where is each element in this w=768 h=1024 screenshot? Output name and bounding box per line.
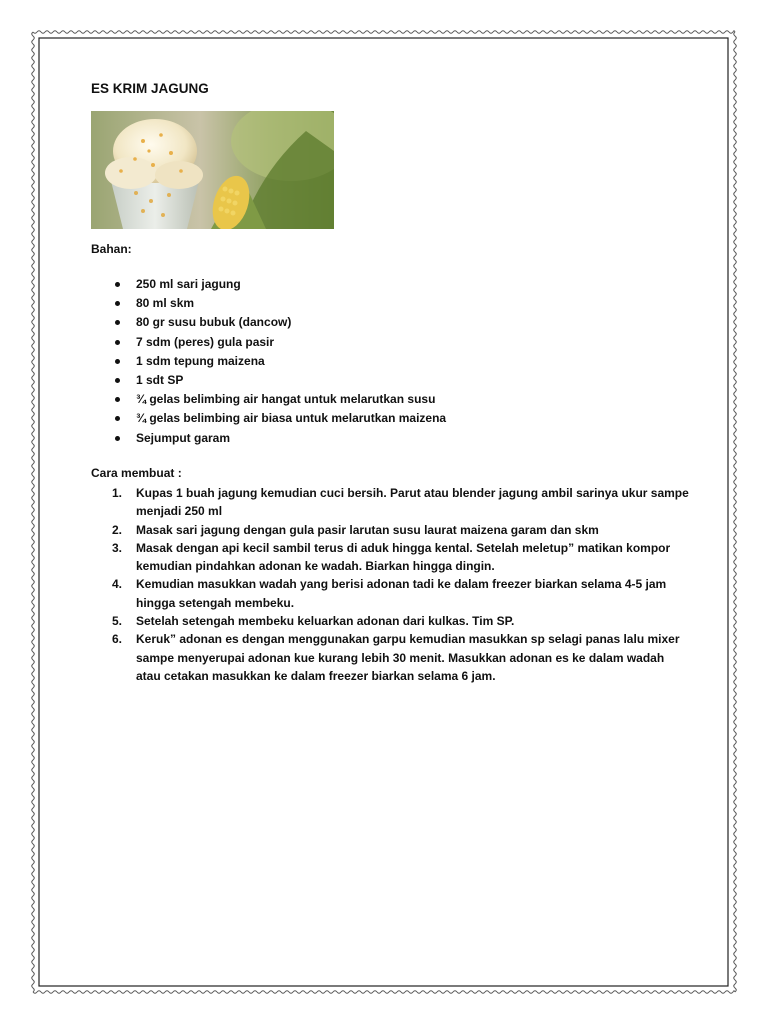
ingredient-item xyxy=(91,371,446,390)
ingredient-text: ¾ gelas belimbing air hangat untuk melarutkan susu xyxy=(136,392,436,407)
bullet-icon xyxy=(115,301,120,306)
step-text: Kemudian masukkan wadah yang berisi adonan tadi ke dalam freezer biarkan selama 4-5 jam hingga setengah membeku. xyxy=(136,577,667,610)
ingredient-item xyxy=(91,429,446,448)
bullet-icon xyxy=(115,320,120,325)
method-step xyxy=(91,575,691,612)
ingredient-text: 80 gr susu bubuk (dancow) xyxy=(136,315,292,330)
ingredient-text: 1 sdm tepung maizena xyxy=(136,353,265,368)
step-number: 2. xyxy=(112,522,123,537)
method-step xyxy=(91,521,691,539)
step-number: 3. xyxy=(112,540,123,555)
ingredient-item xyxy=(91,313,446,332)
ingredient-item xyxy=(91,409,446,428)
ingredient-item xyxy=(91,294,446,313)
ingredients-heading: Bahan: xyxy=(91,242,132,256)
bullet-icon xyxy=(115,282,120,287)
ingredient-item xyxy=(91,352,446,371)
method-heading: Cara membuat : xyxy=(91,466,182,480)
method-step xyxy=(91,612,691,630)
bullet-icon xyxy=(115,340,120,345)
method-step xyxy=(91,630,691,685)
ice-cream-photo xyxy=(91,111,334,229)
step-text: Keruk” adonan es dengan menggunakan garpu kemudian masukkan sp selagi panas lalu mixer sampe menyerupai adonan kue kurang lebih 30 menit. Masukkan adonan es ke dalam wadah atau cetakan masukkan ke dalam freezer biarkan selama 6 jam. xyxy=(136,632,680,683)
ingredient-text: 1 sdt SP xyxy=(136,372,184,387)
ingredient-text: Sejumput garam xyxy=(136,430,231,445)
method-step xyxy=(91,539,691,576)
step-text: Masak dengan api kecil sambil terus di aduk hingga kental. Setelah meletup” matikan kompor kemudian pindahkan adonan ke wadah. Biarkan hingga dingin. xyxy=(136,540,671,574)
ingredient-item xyxy=(91,275,446,294)
step-number: 4. xyxy=(112,577,123,592)
ingredient-item xyxy=(91,390,446,409)
step-number: 6. xyxy=(112,632,123,647)
recipe-title: ES KRIM JAGUNG xyxy=(91,81,209,96)
ingredient-text: 250 ml sari jagung xyxy=(136,277,241,291)
step-text: Setelah setengah membeku keluarkan adonan dari kulkas. Tim SP. xyxy=(136,614,515,629)
ingredient-text: 7 sdm (peres) gula pasir xyxy=(136,334,275,349)
method-step xyxy=(91,484,691,521)
bullet-icon xyxy=(115,436,120,441)
bullet-icon xyxy=(115,397,120,402)
ingredient-text: ¾ gelas belimbing air biasa untuk melarutkan maizena xyxy=(136,411,447,426)
step-text: Kupas 1 buah jagung kemudian cuci bersih. Parut atau blender jagung ambil sarinya ukur sampe menjadi 250 ml xyxy=(136,486,689,519)
recipe-document xyxy=(91,78,691,683)
bullet-icon xyxy=(115,416,120,421)
step-text: Masak sari jagung dengan gula pasir larutan susu laurat maizena garam dan skm xyxy=(136,522,599,537)
step-number: 5. xyxy=(112,614,123,629)
bullet-icon xyxy=(115,359,120,364)
bullet-icon xyxy=(115,378,120,383)
ingredients-list xyxy=(91,275,446,448)
step-number: 1. xyxy=(112,486,123,500)
method-steps xyxy=(91,484,691,685)
ingredient-text: 80 ml skm xyxy=(136,296,195,311)
ingredient-item xyxy=(91,333,446,352)
